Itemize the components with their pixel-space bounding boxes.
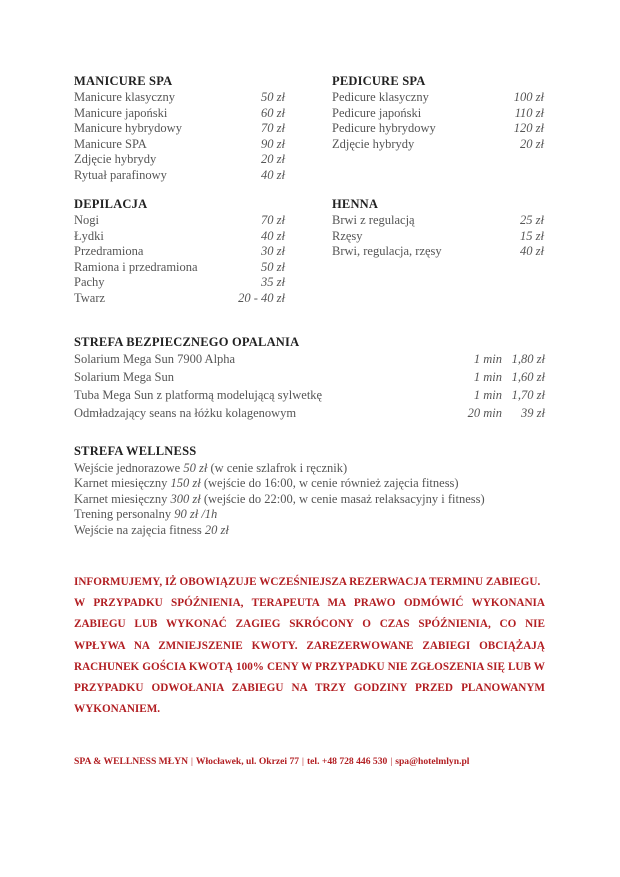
list-item bbox=[74, 151, 285, 167]
item-price: 30 zł bbox=[261, 244, 285, 258]
item-price: 1,60 zł bbox=[511, 370, 545, 384]
item-duration: 20 min bbox=[467, 406, 502, 420]
list-item bbox=[74, 460, 347, 476]
notice-paragraph-2: W PRZYPADKU SPÓŹNIENIA, TERAPEUTA MA PRAWO ODMÓWIĆ WYKONANIA ZABIEGU LUB WYKONAĆ ZAGIEG SKRÓCONY O CZAS SPÓŹNIENIA, CO NIE WPŁYWA NA ZMNIEJSZENIE KWOTY. ZAREZERWOWANE ZABIEGI OBCIĄŻAJĄ RACHUNEK GOŚCIA KWOTĄ 100% CENY W PRZYPADKU NIE ZGŁOSZENIA SIĘ LUB W PRZYPADKU ODWOŁANIA ZABIEGU NA TRZY GODZINY PRZED PLANOWANYM WYKONANIEM. bbox=[74, 597, 545, 716]
footer-address: Włocławek, ul. Okrzei 77 bbox=[195, 756, 300, 767]
item-name: Ramiona i przedramiona bbox=[74, 260, 198, 274]
reservation-notice bbox=[74, 572, 545, 720]
list-item bbox=[74, 491, 485, 507]
item-price: 70 zł bbox=[261, 213, 285, 227]
list-item bbox=[74, 120, 285, 136]
item-name: Trening personalny bbox=[74, 507, 172, 521]
list-item bbox=[332, 228, 544, 244]
list-item bbox=[74, 105, 285, 121]
item-price: 100 zł bbox=[513, 90, 544, 104]
item-duration: 1 min bbox=[473, 388, 502, 402]
list-item bbox=[74, 290, 285, 306]
list-item bbox=[74, 212, 285, 228]
footer-separator: | bbox=[191, 756, 193, 767]
item-note: (wejście do 16:00, w cenie również zajęcia fitness) bbox=[203, 476, 459, 490]
item-price: 110 zł bbox=[514, 106, 544, 120]
list-item bbox=[74, 259, 285, 275]
section-title-depilacja: DEPILACJA bbox=[74, 197, 148, 211]
footer-email[interactable]: spa@hotelmlyn.pl bbox=[395, 756, 470, 767]
list-item bbox=[74, 167, 285, 183]
item-price: 50 zł bbox=[183, 461, 208, 475]
item-name: Manicure hybrydowy bbox=[74, 121, 182, 135]
item-name: Wejście jednorazowe bbox=[74, 461, 181, 475]
list-item bbox=[332, 136, 544, 152]
item-name: Rytuał parafinowy bbox=[74, 168, 167, 182]
item-name: Zdjęcie hybrydy bbox=[74, 152, 157, 166]
footer-name: SPA & WELLNESS MŁYN bbox=[74, 756, 188, 767]
item-name: Brwi, regulacja, rzęsy bbox=[332, 244, 442, 258]
item-name: Manicure SPA bbox=[74, 137, 147, 151]
item-name: Pachy bbox=[74, 275, 105, 289]
item-name: Twarz bbox=[74, 291, 106, 305]
item-price: 50 zł bbox=[261, 260, 285, 274]
footer-separator: | bbox=[390, 756, 393, 767]
item-price: 15 zł bbox=[520, 229, 544, 243]
item-name: Przedramiona bbox=[74, 244, 144, 258]
list-item bbox=[74, 405, 545, 421]
item-price: 120 zł bbox=[513, 121, 544, 135]
section-title-henna: HENNA bbox=[332, 197, 379, 211]
item-name: Solarium Mega Sun 7900 Alpha bbox=[74, 352, 236, 366]
list-item bbox=[332, 120, 544, 136]
list-item bbox=[74, 274, 285, 290]
list-item bbox=[74, 228, 285, 244]
item-name: Zdjęcie hybrydy bbox=[332, 137, 415, 151]
footer-separator: | bbox=[302, 756, 304, 767]
item-price: 20 zł bbox=[520, 137, 544, 151]
item-price: 20 zł bbox=[204, 523, 229, 537]
footer-phone: tel. +48 728 446 530 bbox=[306, 756, 388, 767]
item-name: Karnet miesięczny bbox=[74, 492, 168, 506]
item-price: 300 zł bbox=[170, 492, 201, 506]
list-item bbox=[74, 351, 545, 367]
list-item bbox=[74, 506, 217, 522]
item-name: Pedicure japoński bbox=[332, 106, 422, 120]
list-item bbox=[74, 136, 285, 152]
item-note: (w cenie szlafrok i ręcznik) bbox=[210, 461, 348, 475]
item-price: 25 zł bbox=[520, 213, 544, 227]
item-name: Pedicure hybrydowy bbox=[332, 121, 436, 135]
item-name: Rzęsy bbox=[332, 229, 363, 243]
list-item bbox=[74, 475, 459, 491]
item-name: Solarium Mega Sun bbox=[74, 370, 174, 384]
item-price: 90 zł /1h bbox=[174, 507, 218, 521]
item-name: Pedicure klasyczny bbox=[332, 90, 429, 104]
list-item bbox=[332, 105, 544, 121]
section-title-wellness: STREFA WELLNESS bbox=[74, 444, 197, 458]
list-item bbox=[74, 243, 285, 259]
item-price: 90 zł bbox=[261, 137, 285, 151]
item-name: Odmładzający seans na łóżku kolagenowym bbox=[74, 406, 297, 420]
item-note: (wejście do 22:00, w cenie masaż relaksacyjny i fitness) bbox=[203, 492, 485, 506]
item-price: 60 zł bbox=[261, 106, 285, 120]
item-price: 39 zł bbox=[521, 406, 545, 420]
item-name: Tuba Mega Sun z platformą modelującą sylwetkę bbox=[74, 388, 323, 402]
item-price: 50 zł bbox=[261, 90, 285, 104]
list-item bbox=[74, 522, 229, 538]
item-price: 70 zł bbox=[261, 121, 285, 135]
list-item bbox=[332, 89, 544, 105]
item-price: 40 zł bbox=[261, 229, 285, 243]
list-item bbox=[74, 89, 285, 105]
item-name: Nogi bbox=[74, 213, 99, 227]
item-name: Brwi z regulacją bbox=[332, 213, 415, 227]
item-price: 20 - 40 zł bbox=[238, 291, 285, 305]
item-price: 40 zł bbox=[261, 168, 285, 182]
list-item bbox=[332, 243, 544, 259]
item-price: 150 zł bbox=[170, 476, 201, 490]
item-price: 1,70 zł bbox=[511, 388, 545, 402]
item-name: Manicure klasyczny bbox=[74, 90, 176, 104]
item-price: 35 zł bbox=[261, 275, 285, 289]
list-item bbox=[332, 212, 544, 228]
item-name: Karnet miesięczny bbox=[74, 476, 168, 490]
section-title-pedicure: PEDICURE SPA bbox=[332, 74, 426, 88]
section-title-manicure: MANICURE SPA bbox=[74, 74, 173, 88]
item-duration: 1 min bbox=[473, 370, 502, 384]
list-item bbox=[74, 369, 545, 385]
list-item bbox=[74, 387, 545, 403]
item-price: 1,80 zł bbox=[511, 352, 545, 366]
item-price: 40 zł bbox=[520, 244, 544, 258]
item-name: Wejście na zajęcia fitness bbox=[74, 523, 202, 537]
item-name: Łydki bbox=[74, 229, 104, 243]
item-price: 20 zł bbox=[261, 152, 285, 166]
item-duration: 1 min bbox=[473, 352, 502, 366]
item-name: Manicure japoński bbox=[74, 106, 168, 120]
notice-paragraph-1: INFORMUJEMY, IŻ OBOWIĄZUJE WCZEŚNIEJSZA REZERWACJA TERMINU ZABIEGU. bbox=[74, 576, 541, 588]
footer-contact bbox=[74, 756, 469, 767]
section-title-opalanie: STREFA BEZPIECZNEGO OPALANIA bbox=[74, 335, 300, 349]
